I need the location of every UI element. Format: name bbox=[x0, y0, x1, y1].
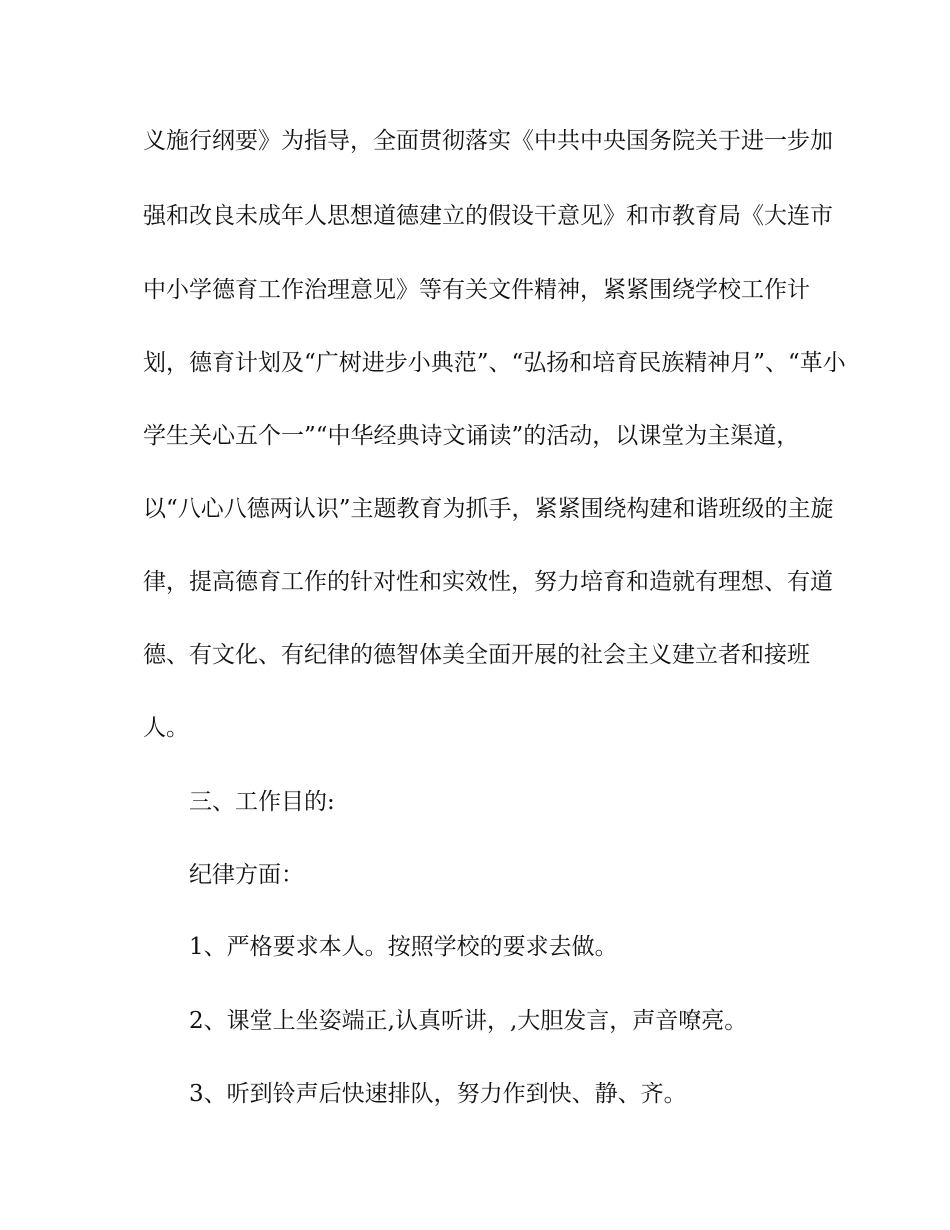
paragraph-line: 强和改良未成年人思想道德建立的假设干意见》和市教育局《大连市 bbox=[143, 203, 833, 229]
subheading: 纪律方面： bbox=[189, 862, 304, 888]
list-item: 1、严格要求本人。按照学校的要求去做。 bbox=[189, 934, 618, 960]
paragraph-line: 学生关心五个一”“中华经典诗文诵读”的活动，以课堂为主渠道， bbox=[143, 423, 800, 449]
section-heading: 三、工作目的: bbox=[189, 789, 335, 815]
paragraph-line: 律，提高德育工作的针对性和实效性，努力培育和造就有理想、有道 bbox=[143, 569, 833, 595]
paragraph-line: 中小学德育工作治理意见》等有关文件精神，紧紧围绕学校工作计 bbox=[143, 277, 810, 303]
paragraph-line: 以“八心八德两认识”主题教育为抓手，紧紧围绕构建和谐班级的主旋 bbox=[143, 496, 834, 522]
paragraph-line: 德、有文化、有纪律的德智体美全面开展的社会主义建立者和接班 bbox=[143, 642, 810, 668]
list-item: 2、课堂上坐姿端正,认真听讲，,大胆发言，声音嘹亮。 bbox=[189, 1008, 748, 1034]
paragraph-line: 义施行纲要》为指导，全面贯彻落实《中共中央国务院关于进一步加 bbox=[143, 128, 833, 154]
paragraph-line: 人。 bbox=[143, 715, 189, 741]
paragraph-line: 划，德育计划及“广树进步小典范”、“弘扬和培育民族精神月”、“革小 bbox=[143, 350, 846, 376]
list-item: 3、听到铃声后快速排队，努力作到快、静、齐。 bbox=[189, 1081, 687, 1107]
